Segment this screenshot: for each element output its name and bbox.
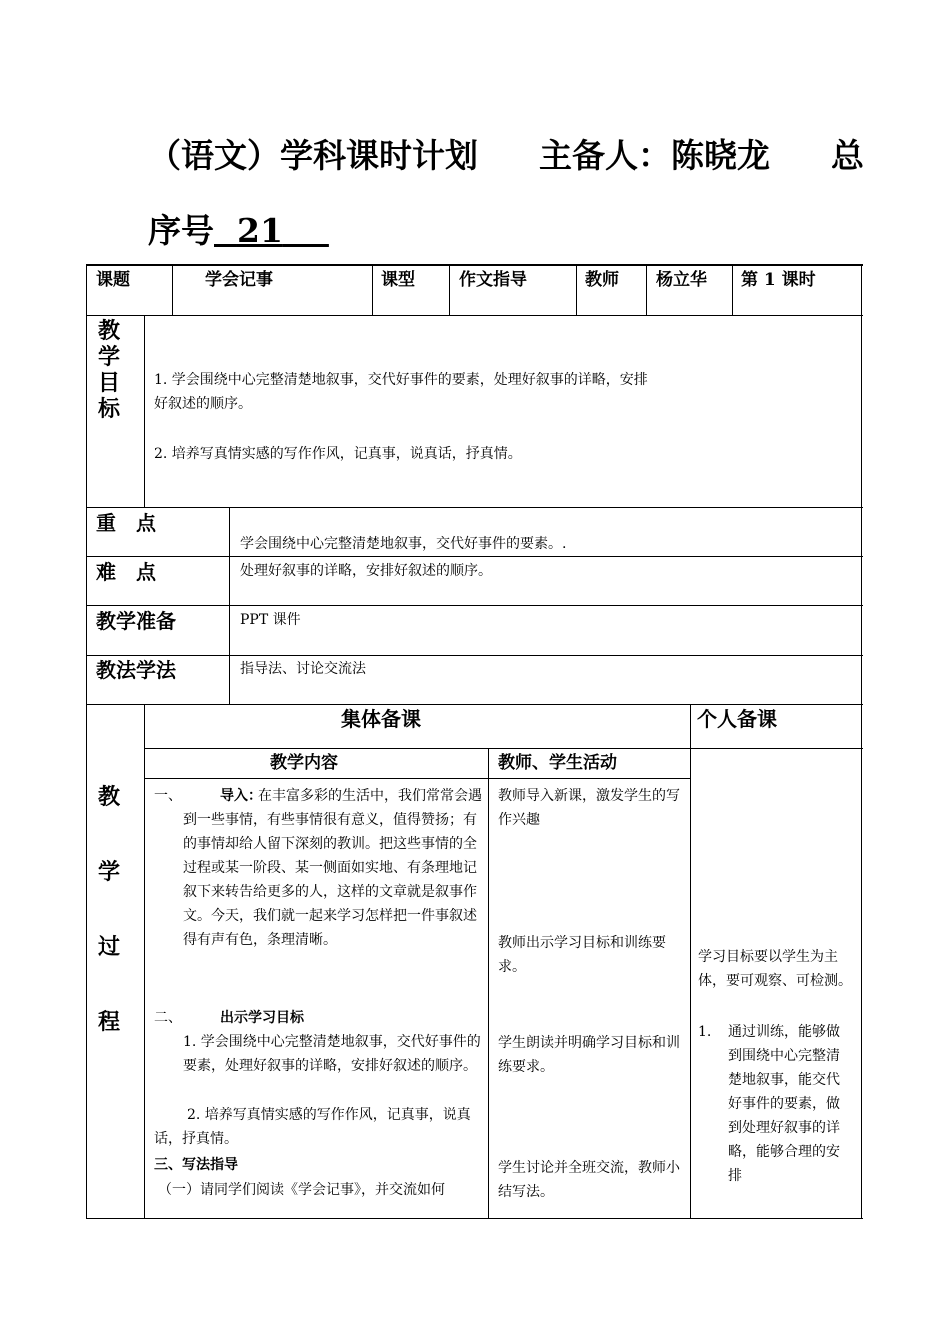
topic-label: 课题 [96,270,130,290]
difficulty-label: 难 点 [96,560,156,584]
content-section-2: 二、 出示学习目标 [154,1010,304,1026]
activity-3: 学生朗读并明确学习目标和训练要求。 [498,1035,680,1075]
personal-item: 通过训练，能够做到围绕中心完整清楚地叙事，能交代好事件的要素，做到处理好叙事的详略，能够合理的安排 [728,1024,840,1184]
content-goal-2: 2. 培养写真情实感的写作作风，记真事，说真话，抒真情。 [154,1107,471,1147]
personal-header: 个人备课 [697,707,777,731]
serial-number-underline [214,211,329,250]
key-point-value: 学会围绕中心完整清楚地叙事，交代好事件的要素。. [240,536,567,552]
activity-2: 教师出示学习目标和训练要求。 [498,935,666,975]
teacher-value: 杨立华 [656,270,707,290]
content-section-3: 三、写法指导 [154,1157,238,1173]
period: 第 1 课时 [741,270,816,290]
page-title-line-2 [148,205,329,252]
type-value: 作文指导 [459,270,527,290]
topic-value: 学会记事 [205,270,273,290]
key-point-label: 重 点 [96,511,156,535]
content-section-1: 一、 导入： [154,788,262,804]
title-total: 总 [831,136,864,175]
activity-1: 教师导入新课，激发学生的写作兴趣 [498,788,680,828]
content-goal-1: 1. 学会围绕中心完整清楚地叙事，交代好事件的要素，处理好叙事的详略，安排好叙述的顺序。 [183,1034,481,1074]
serial-number: 21 [236,211,283,250]
objectives-label: 教 学 目 标 [97,318,120,422]
activity-header: 教师、学生活动 [498,753,617,773]
page-title-line-1 [148,130,864,177]
difficulty-value: 处理好叙事的详略，安排好叙述的顺序。 [240,563,492,579]
type-label: 课型 [381,270,415,290]
content-section-3-sub: （一）请同学们阅读《学会记事》，并交流如何 [158,1182,445,1198]
collective-header: 集体备课 [341,707,421,731]
teacher-label: 教师 [585,270,619,290]
serial-label: 序号 [148,211,214,250]
content-header: 教学内容 [270,753,338,773]
method-value: 指导法、讨论交流法 [240,661,366,677]
title-subject: （语文）学科课时计划 [148,136,478,175]
personal-item-number: 1. [698,1024,712,1040]
personal-note: 学习目标要以学生为主体，要可观察、可检测。 [698,949,852,989]
activity-4: 学生讨论并全班交流，教师小结写法。 [498,1160,680,1200]
preparation-label: 教学准备 [96,609,176,633]
method-label: 教法学法 [96,658,176,682]
content-intro-text: 在丰富多彩的生活中，我们常常会遇到一些事情，有些事情很有意义，值得赞扬；有的事情却给人留下深刻的教训。把这些事情的全过程或某一阶段、某一侧面如实地、有条理地记叙下来转告给更多的人，这样的文章就是叙事作文。今天，我们就一起来学习怎样把一件事叙述得有声有色，条理清晰。 [183,788,482,948]
objective-1: 1. 学会围绕中心完整清楚地叙事，交代好事件的要素，处理好叙事的详略，安排好叙述的顺序。 [154,372,648,412]
objective-2: 2. 培养写真情实感的写作作风，记真事，说真话，抒真情。 [154,446,522,462]
preparation-value: PPT 课件 [240,612,301,628]
title-author: 主备人：陈晓龙 [539,136,770,175]
